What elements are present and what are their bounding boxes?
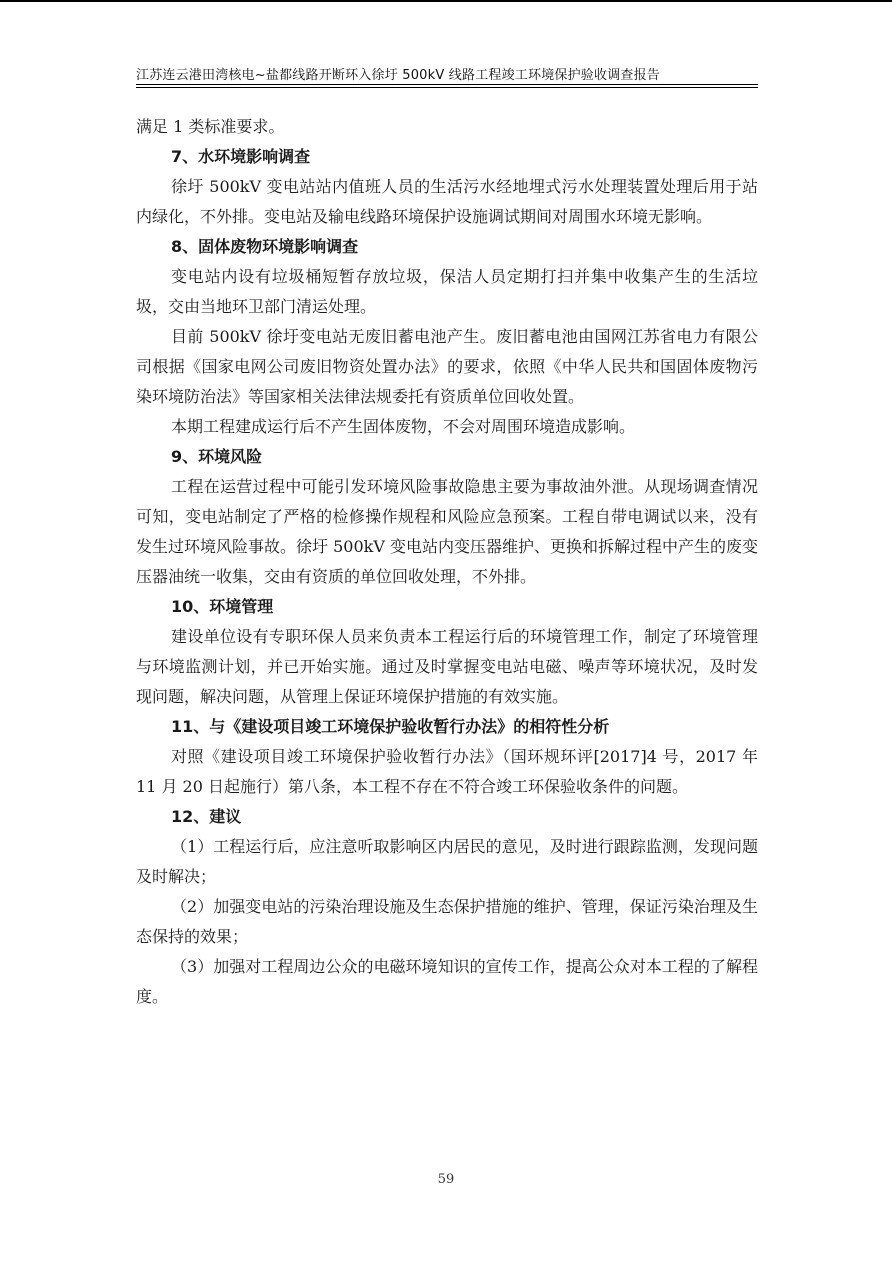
document-body bbox=[136, 112, 758, 1012]
page-number: 59 bbox=[437, 1172, 455, 1187]
page-top-border bbox=[0, 0, 892, 2]
recommendation-item: （2）加强变电站的污染治理设施及生态保护措施的维护、管理，保证污染治理及生态保持的效果； bbox=[136, 897, 758, 946]
section-heading-compliance-analysis: 11、与《建设项目竣工环境保护验收暂行办法》的相符性分析 bbox=[171, 717, 610, 736]
paragraph: 徐圩 500kV 变电站站内值班人员的生活污水经地埋式污水处理装置处理后用于站内绿化，不外排。变电站及输电线路环境保护设施调试期间对周围水环境无影响。 bbox=[136, 177, 758, 226]
paragraph: 目前 500kV 徐圩变电站无废旧蓄电池产生。废旧蓄电池由国网江苏省电力有限公司根据《国家电网公司废旧物资处置办法》的要求，依照《中华人民共和国固体废物污染环境防治法》等国家相关法律法规委托有资质单位回收处置。 bbox=[136, 327, 758, 406]
running-header: 江苏连云港田湾核电~盐都线路开断环入徐圩 500kV 线路工程竣工环境保护验收调查报告 bbox=[136, 68, 660, 83]
recommendation-item: （3）加强对工程周边公众的电磁环境知识的宣传工作，提高公众对本工程的了解程度。 bbox=[136, 957, 758, 1006]
header-rule bbox=[136, 84, 758, 88]
continuation-paragraph: 满足 1 类标准要求。 bbox=[136, 117, 285, 136]
section-heading-solid-waste: 8、固体废物环境影响调查 bbox=[171, 237, 359, 256]
section-heading-environmental-risk: 9、环境风险 bbox=[171, 447, 263, 466]
section-heading-recommendations: 12、建议 bbox=[171, 807, 242, 826]
recommendation-item: （1）工程运行后，应注意听取影响区内居民的意见，及时进行跟踪监测，发现问题及时解决； bbox=[136, 837, 758, 886]
paragraph: 对照《建设项目竣工环境保护验收暂行办法》（国环规环评[2017]4 号，2017 年 11 月 20 日起施行）第八条，本工程不存在不符合竣工环保验收条件的问题。 bbox=[136, 747, 758, 796]
paragraph: 变电站内设有垃圾桶短暂存放垃圾，保洁人员定期打扫并集中收集产生的生活垃圾，交由当地环卫部门清运处理。 bbox=[136, 267, 758, 316]
section-heading-environmental-management: 10、环境管理 bbox=[171, 597, 274, 616]
paragraph: 建设单位设有专职环保人员来负责本工程运行后的环境管理工作，制定了环境管理与环境监测计划，并已开始实施。通过及时掌握变电站电磁、噪声等环境状况，及时发现问题，解决问题，从管理上保证环境保护措施的有效实施。 bbox=[136, 627, 758, 706]
paragraph: 本期工程建成运行后不产生固体废物，不会对周围环境造成影响。 bbox=[171, 417, 636, 436]
paragraph: 工程在运营过程中可能引发环境风险事故隐患主要为事故油外泄。从现场调查情况可知，变电站制定了严格的检修操作规程和风险应急预案。工程自带电调试以来，没有发生过环境风险事故。徐圩 500kV 变电站内变压器维护、更换和拆解过程中产生的废变压器油统一收集，交由有资质的单位回收处理，不外排。 bbox=[136, 477, 758, 586]
section-heading-water: 7、水环境影响调查 bbox=[171, 147, 311, 166]
